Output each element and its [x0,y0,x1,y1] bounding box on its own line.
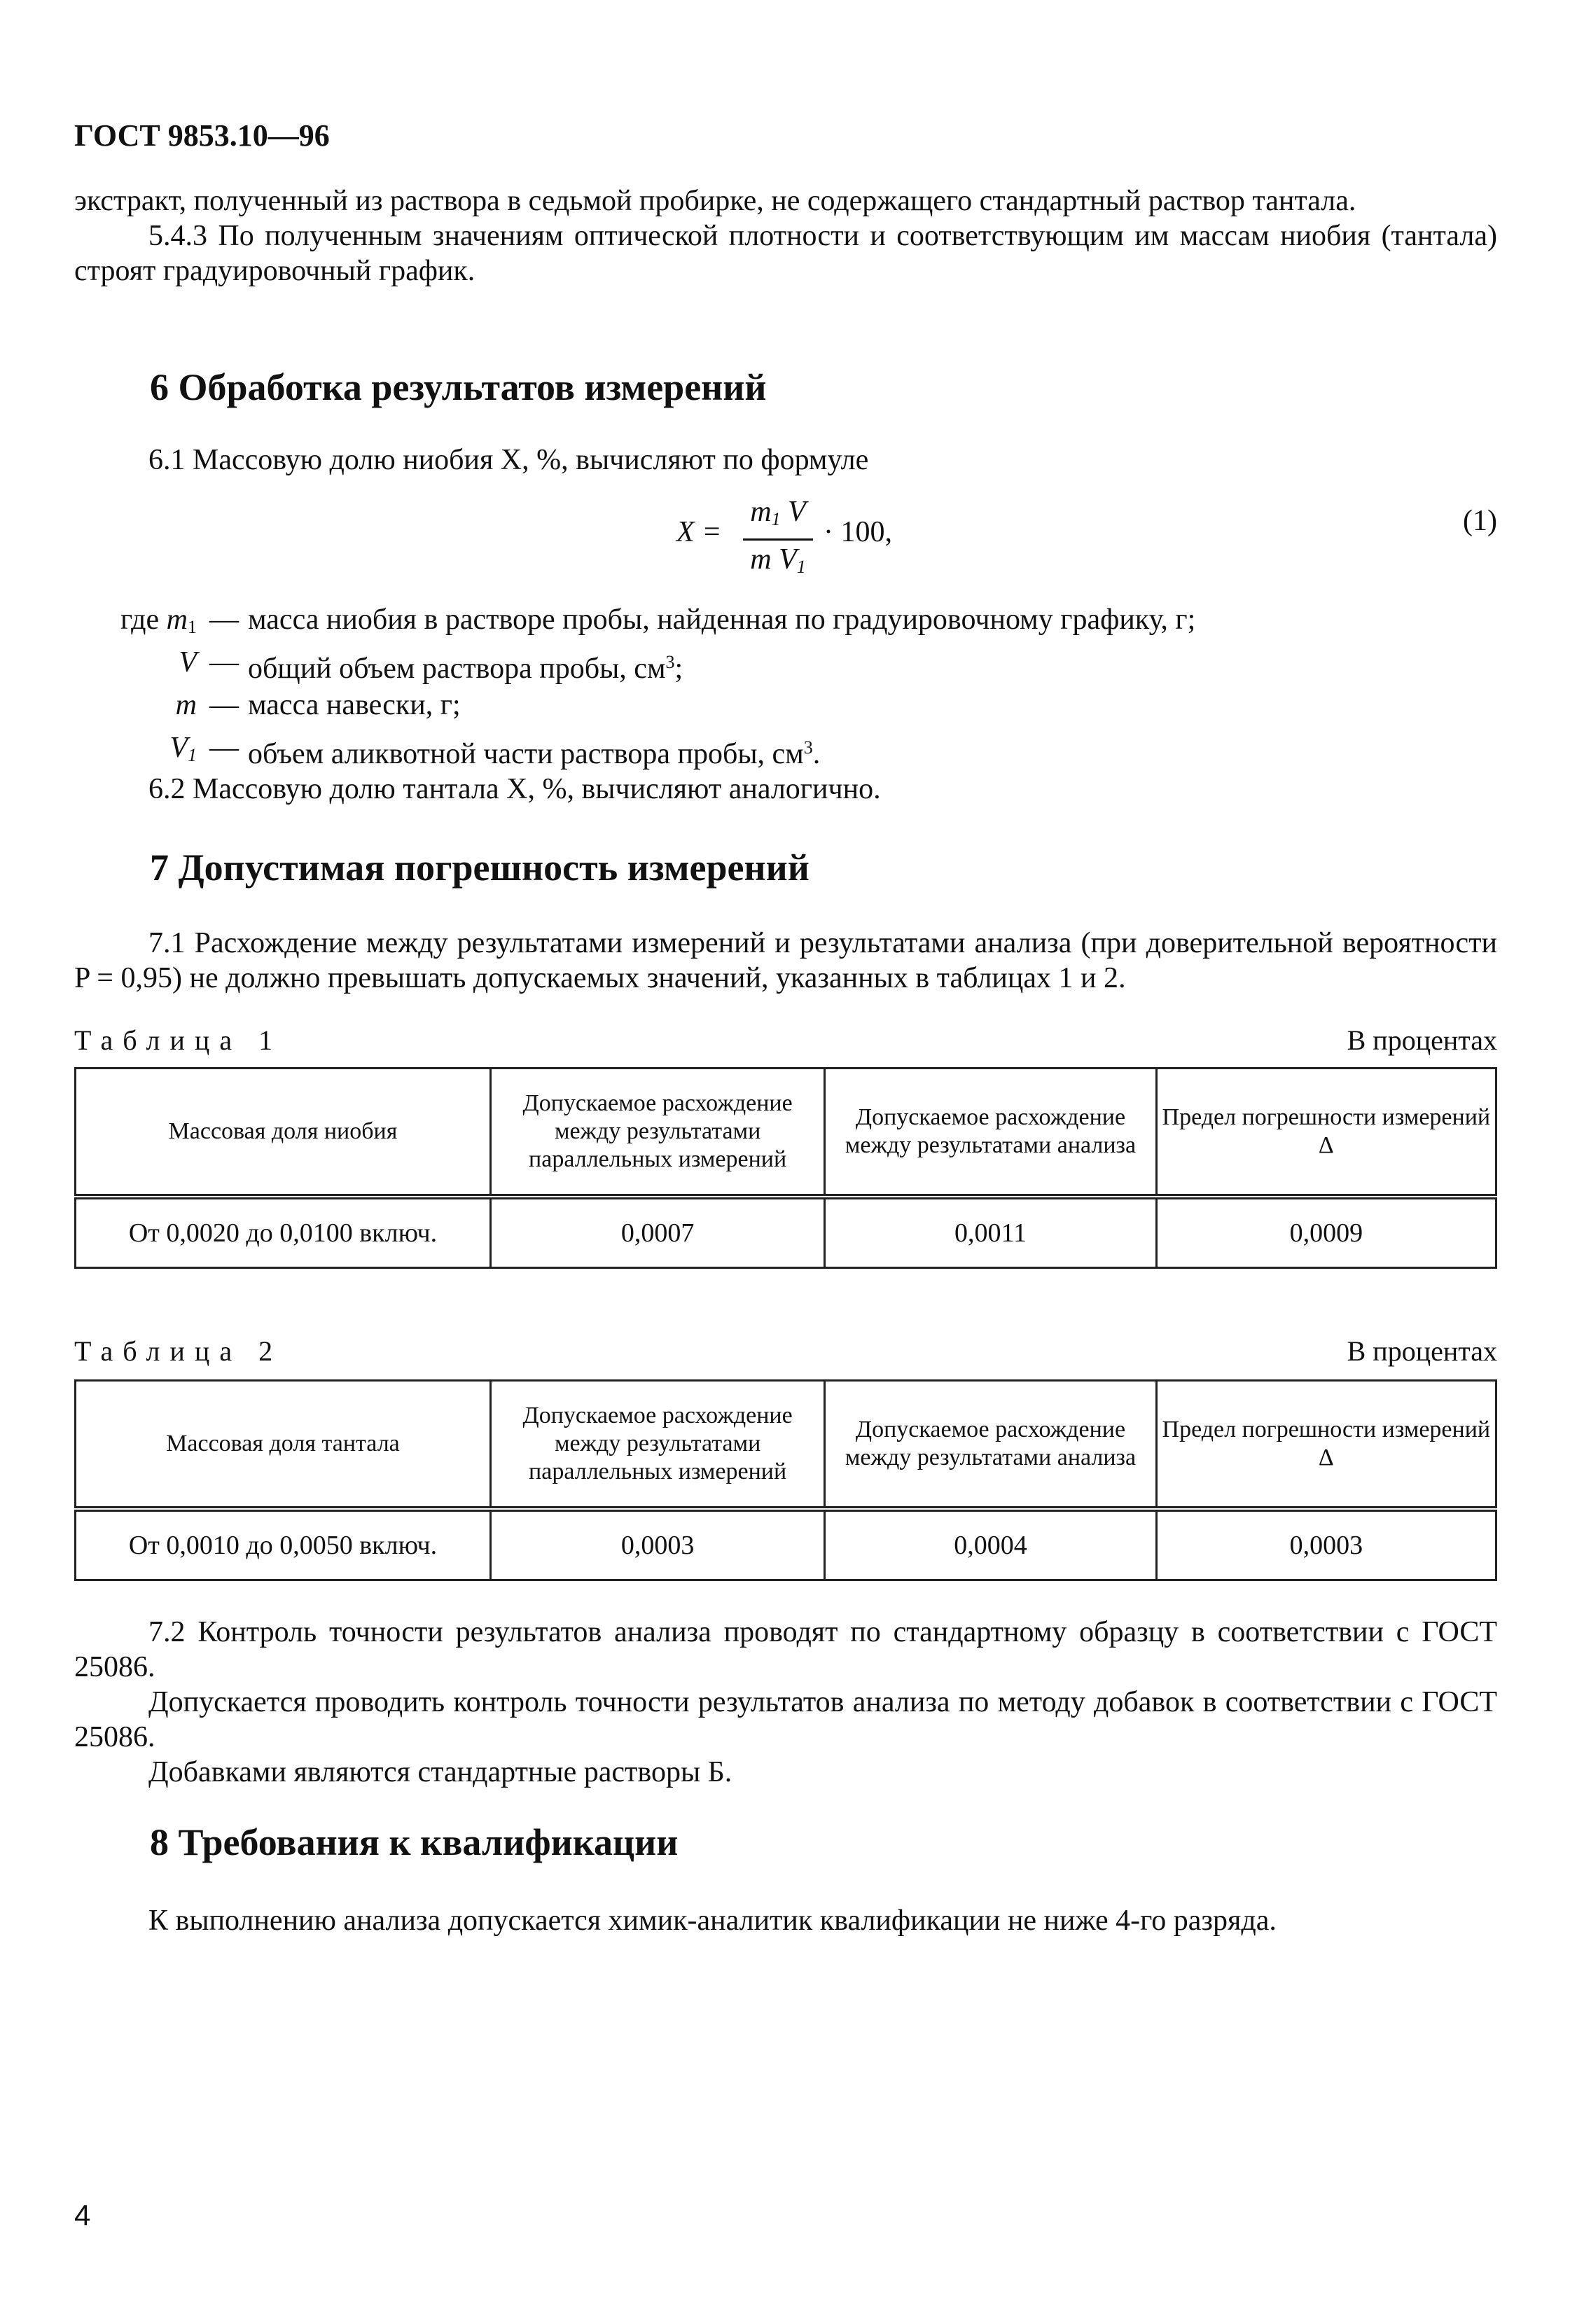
document-page [74,0,1497,2324]
table-1-unit: В процентах [1347,1024,1497,1056]
table-header-cell: Допускаемое расхождение между результатами анализа [825,1381,1156,1510]
clause-6-2: 6.2 Массовую долю тантала X, %, вычисляют аналогично. [148,773,881,805]
page-number: 4 [74,2199,91,2232]
table-header-cell: Массовая доля тантала [76,1381,491,1510]
definition-text: масса ниобия в растворе пробы, найденная по градуировочному графику, г; [248,604,1196,636]
clause-7-2-standards: Добавками являются стандартные растворы Б. [148,1756,732,1788]
table-header-cell: Массовая доля ниобия [76,1069,491,1197]
table-cell: От 0,0010 до 0,0050 включ. [76,1509,491,1580]
table-2 [74,1379,1497,1581]
table-header-row [76,1069,1496,1197]
clause-7-1: 7.1 Расхождение между результатами измерений и результатами анализа (при доверительной вероятности P = 0,95) не должно превышать допускаемых значений, указанных в таблицах 1 и 2. [74,927,1497,994]
section-7-title: 7 Допустимая погрешность измерений [150,847,810,889]
intro-block [74,183,1497,288]
section-8-title: 8 Требования к квалификации [150,1821,679,1863]
intro-paragraph: экстракт, полученный из раствора в седьмой пробирке, не содержащего стандартный раствор тантала. [74,185,1356,217]
table-cell: 0,0011 [825,1197,1156,1268]
where-word: где [120,604,160,636]
table-1-caption: Таблица 1 [74,1024,283,1056]
formula-fraction [743,496,813,583]
table-2-unit: В процентах [1347,1335,1497,1367]
document-header: ГОСТ 9853.10—96 [74,118,330,153]
formula-lhs: X = [676,516,722,548]
table-header-cell: Допускаемое расхождение между результатами анализа [825,1069,1156,1197]
table-2-caption-row [74,1335,1497,1368]
section-6-title: 6 Обработка результатов измерений [150,366,767,408]
definition-row: V — общий объем раствора пробы, $см^3$; [179,646,683,685]
table-row [76,1509,1496,1580]
definition-row: m — масса навески, г; [74,688,1195,730]
table-header-cell: Предел погрешности измерений Δ [1156,1069,1496,1197]
formula-tail: · 100, [824,516,892,548]
clause-6-1: 6.1 Массовую долю ниобия X, %, вычисляют по формуле [148,444,869,476]
table-cell: От 0,0020 до 0,0100 включ. [76,1197,491,1268]
definition-text: общий объем раствора пробы, см [248,653,666,685]
formula-1 [676,496,957,594]
table-header-row [76,1381,1496,1510]
table-1 [74,1067,1497,1269]
formula-numerator: $m_1$ V [743,496,813,541]
definition-row: $V_1$ — объем аликвотной части раствора пробы, $см^3$. [169,732,821,770]
clause-7-2-block [74,1615,1497,1790]
clause-5-4-3: 5.4.3 По полученным значениям оптической плотности и соответствующим им массам ниобия (тантала) строят градуировочный график. [74,220,1497,287]
table-1-caption-row [74,1024,1497,1057]
formula-number: (1) [1463,505,1497,537]
table-cell: 0,0003 [1156,1509,1496,1580]
clause-7-2: 7.2 Контроль точности результатов анализа проводят по стандартному образцу в соответствии с ГОСТ 25086. [74,1616,1497,1683]
clause-7-2-additions: Допускается проводить контроль точности результатов анализа по методу добавок в соответствии с ГОСТ 25086. [74,1686,1497,1753]
table-cell: 0,0007 [490,1197,824,1268]
table-header-cell: Предел погрешности измерений Δ [1156,1381,1496,1510]
definition-text: объем аликвотной части раствора пробы, см [248,738,804,770]
table-header-cell: Допускаемое расхождение между результатами параллельных измерений [490,1381,824,1510]
table-row [76,1197,1496,1268]
definition-row: где $m_1$ — масса ниобия в растворе пробы, найденная по градуировочному графику, г; [74,602,1195,645]
formula-denominator: m $V_1$ [750,543,806,577]
table-2-caption: Таблица 2 [74,1335,283,1367]
table-header-cell: Допускаемое расхождение между результатами параллельных измерений [490,1069,824,1197]
variable-definitions [74,602,1195,773]
table-cell: 0,0009 [1156,1197,1496,1268]
table-cell: 0,0004 [825,1509,1156,1580]
definition-text: масса навески, г; [248,689,461,721]
clause-8: К выполнению анализа допускается химик-аналитик квалификации не ниже 4-го разряда. [148,1905,1277,1937]
table-cell: 0,0003 [490,1509,824,1580]
